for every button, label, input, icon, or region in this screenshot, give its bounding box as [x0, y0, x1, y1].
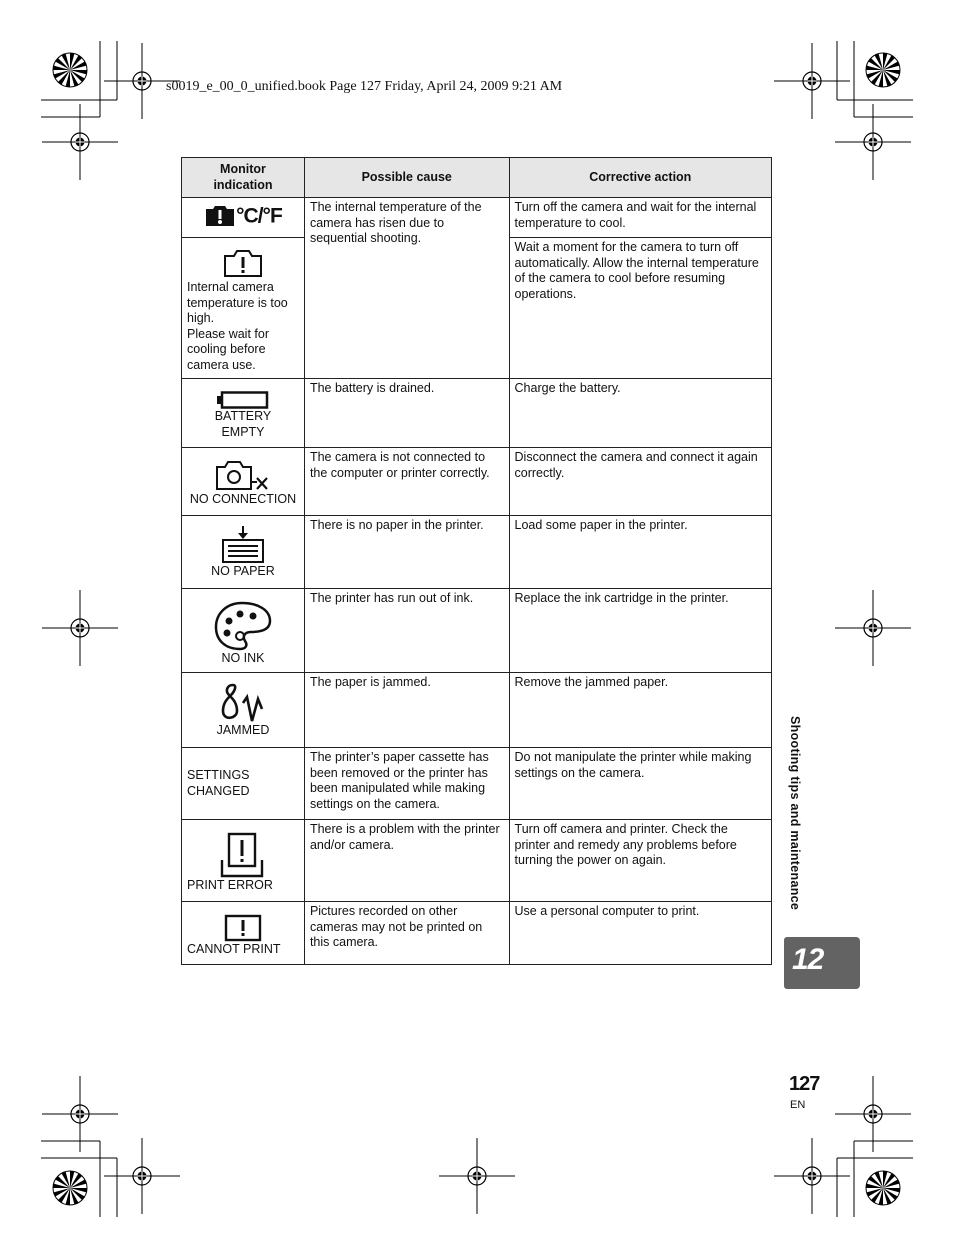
cause-cell: The internal temperature of the camera has risen due to sequential shooting.: [304, 198, 509, 379]
starburst-target-icon: [866, 53, 900, 87]
table-row: [182, 902, 772, 965]
action-cell: Charge the battery.: [509, 379, 771, 448]
cause-cell: There is a problem with the printer and/or camera.: [304, 820, 509, 902]
battery-empty-icon: [217, 391, 269, 409]
table-row: [182, 379, 772, 448]
action-cell: Wait a moment for the camera to turn off automatically. Allow the internal temperature of the camera to cool before resuming operations.: [509, 238, 771, 379]
cause-cell: The printer’s paper cassette has been removed or the printer has been manipulated while making settings on the camera.: [304, 748, 509, 820]
column-header-cause: Possible cause: [304, 158, 509, 198]
cause-cell: The battery is drained.: [304, 379, 509, 448]
action-cell: Do not manipulate the printer while making settings on the camera.: [509, 748, 771, 820]
table-row: [182, 820, 772, 902]
book-file-header: s0019_e_00_0_unified.book Page 127 Friday, April 24, 2009 9:21 AM: [166, 79, 563, 94]
monitor-cell: [182, 198, 305, 238]
starburst-target-icon: [53, 1171, 87, 1205]
monitor-cell: CANNOT PRINT: [182, 902, 305, 965]
troubleshooting-table: [181, 157, 772, 965]
monitor-cell: NO INK: [182, 589, 305, 673]
monitor-cell: JAMMED: [182, 673, 305, 748]
no-paper-icon: [220, 526, 266, 564]
cause-cell: The camera is not connected to the computer or printer correctly.: [304, 448, 509, 516]
jammed-icon: [219, 683, 267, 723]
action-cell: Remove the jammed paper.: [509, 673, 771, 748]
page-number: 127: [789, 1073, 820, 1095]
action-cell: Use a personal computer to print.: [509, 902, 771, 965]
table-row: [182, 448, 772, 516]
monitor-cell: BATTERY EMPTY: [182, 379, 305, 448]
table-row: [182, 673, 772, 748]
action-cell: Turn off camera and printer. Check the printer and remedy any problems before turning the power on again.: [509, 820, 771, 902]
action-cell: Load some paper in the printer.: [509, 516, 771, 589]
table-row: [182, 589, 772, 673]
monitor-cell: PRINT ERROR: [182, 820, 305, 902]
starburst-target-icon: [53, 53, 87, 87]
thermometer-temp-icon: °C/°F: [182, 204, 304, 228]
monitor-cell: Internal camera temperature is too high. Please wait for cooling before camera use.: [182, 238, 305, 379]
table-row: [182, 198, 772, 238]
section-side-title: Shooting tips and maintenance: [788, 716, 802, 911]
action-cell: Disconnect the camera and connect it again correctly.: [509, 448, 771, 516]
cause-cell: Pictures recorded on other cameras may not be printed on this camera.: [304, 902, 509, 965]
no-ink-icon: [214, 601, 272, 651]
column-header-monitor: Monitor indication: [182, 158, 305, 198]
monitor-cell: SETTINGS CHANGED: [182, 748, 305, 820]
print-error-icon: [220, 832, 266, 878]
chapter-number: 12: [792, 943, 824, 976]
cannot-print-icon: [224, 914, 262, 942]
chapter-tab: [784, 937, 860, 989]
action-cell: Turn off the camera and wait for the internal temperature to cool.: [509, 198, 771, 238]
cause-cell: The printer has run out of ink.: [304, 589, 509, 673]
column-header-action: Corrective action: [509, 158, 771, 198]
action-cell: Replace the ink cartridge in the printer.: [509, 589, 771, 673]
no-connection-icon: [213, 460, 273, 492]
warning-icon: [223, 248, 263, 278]
cause-cell: The paper is jammed.: [304, 673, 509, 748]
table-header-row: [182, 158, 772, 198]
language-code: EN: [790, 1099, 806, 1111]
table-row: [182, 516, 772, 589]
monitor-cell: NO CONNECTION: [182, 448, 305, 516]
cause-cell: There is no paper in the printer.: [304, 516, 509, 589]
monitor-cell: NO PAPER: [182, 516, 305, 589]
table-row: [182, 748, 772, 820]
starburst-target-icon: [866, 1171, 900, 1205]
